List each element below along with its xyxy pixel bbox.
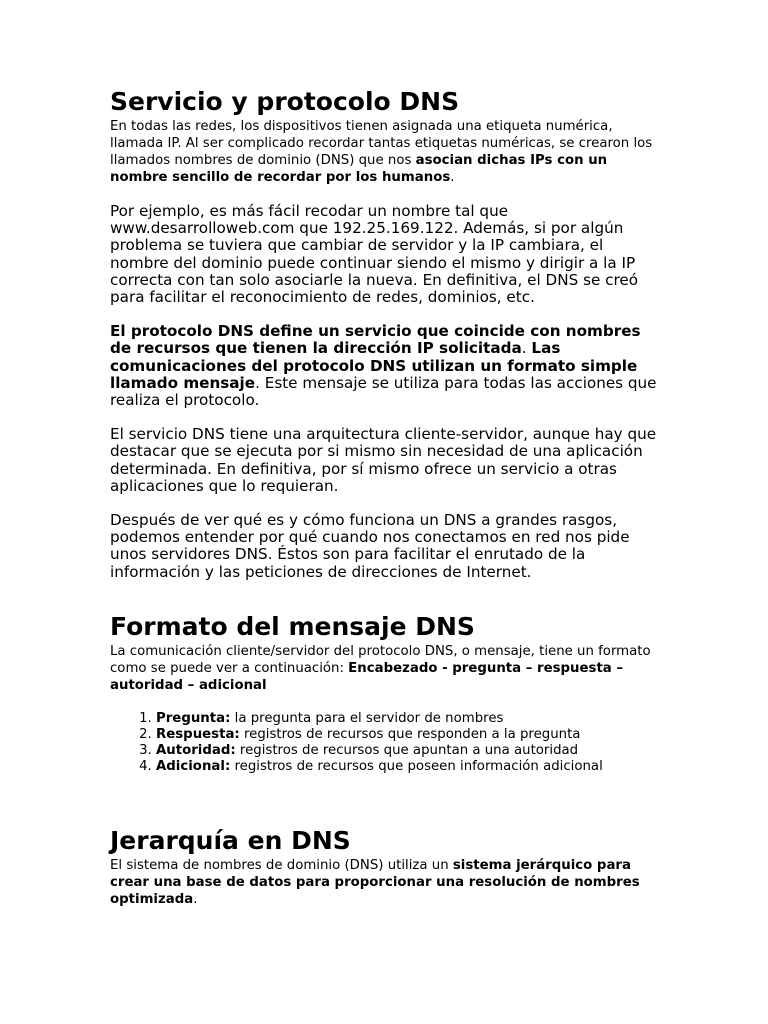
protocol-paragraph [110, 323, 660, 409]
list-item-term: Adicional: [156, 758, 231, 774]
list-item-term: Pregunta: [156, 710, 231, 726]
message-parts-list [110, 711, 660, 775]
intro-paragraph [110, 118, 660, 186]
protocol-bold-2: Las comunicaciones del protocolo DNS utilizan un formato simple llamado mensaje [110, 339, 638, 392]
intro-text: En todas las redes, los dispositivos tienen asignada una etiqueta numérica, llamada IP. Al ser complicado recordar tantas etiquetas numéricas, se crearon los llamados nombres de dominio (DNS) que nos [110, 119, 653, 168]
hierarchy-text-end: . [193, 891, 198, 907]
section-title-servicio-dns: Servicio y protocolo DNS [110, 87, 460, 116]
hierarchy-bold: sistema jerárquico para crear una base de datos para proporcionar una resolución de nombres optimizada [110, 857, 640, 907]
list-item-term: Respuesta: [156, 726, 240, 742]
list-item-desc: la pregunta para el servidor de nombres [230, 710, 504, 726]
intro-text-end: . [450, 170, 455, 185]
format-intro-paragraph [110, 643, 660, 694]
intro-bold: asocian dichas IPs con un nombre sencillo de recordar por los humanos [110, 153, 608, 185]
protocol-bold-1: El protocolo DNS define un servicio que coincide con nombres de recursos que tienen la dirección IP solicitada [110, 322, 641, 358]
example-paragraph: Por ejemplo, es más fácil recodar un nombre tal que www.desarrolloweb.com que 192.25.169.122. Además, si por algún problema se tuviera que cambiar de servidor y la IP cambiara, el nombre del dominio puede continuar siendo el mismo y dirigir a la IP correcta con tan solo asociarle la nueva. En definitiva, el DNS se creó para facilitar el reconocimiento de redes, dominios, etc. [110, 202, 639, 307]
document-page [110, 86, 660, 908]
list-item [156, 759, 660, 775]
list-item [156, 727, 660, 743]
list-item [156, 711, 660, 727]
section-title-jerarquia: Jerarquía en DNS [110, 825, 351, 855]
servers-paragraph: Después de ver qué es y cómo funciona un DNS a grandes rasgos, podemos entender por qué cuando nos conectamos en red nos pide unos servidores DNS. Éstos son para facilitar el enrutado de la información y las peticiones de direcciones de Internet. [110, 511, 630, 581]
format-intro-text: La comunicación cliente/servidor del protocolo DNS, o mensaje, tiene un formato como se puede ver a continuación: [110, 643, 651, 676]
format-intro-bold: Encabezado - pregunta – respuesta – autoridad – adicional [110, 660, 624, 693]
architecture-paragraph: El servicio DNS tiene una arquitectura cliente-servidor, aunque hay que destacar que se ejecuta por si mismo sin necesidad de una aplicación determinada. En definitiva, por sí mismo ofrece un servicio a otras aplicaciones que lo requieran. [110, 425, 657, 495]
protocol-text-2: . Este mensaje se utiliza para todas las acciones que realiza el protocolo. [110, 373, 657, 410]
list-item-desc: registros de recursos que poseen información adicional [230, 758, 603, 774]
hierarchy-paragraph [110, 857, 660, 908]
protocol-text-1: . [521, 339, 532, 358]
list-item-desc: registros de recursos que apuntan a una autoridad [235, 742, 579, 758]
section-title-formato-mensaje: Formato del mensaje DNS [110, 611, 475, 641]
list-item-desc: registros de recursos que responden a la pregunta [239, 726, 581, 742]
list-item-term: Autoridad: [156, 742, 236, 758]
list-item [156, 743, 660, 759]
hierarchy-text: El sistema de nombres de dominio (DNS) utiliza un [110, 857, 453, 873]
